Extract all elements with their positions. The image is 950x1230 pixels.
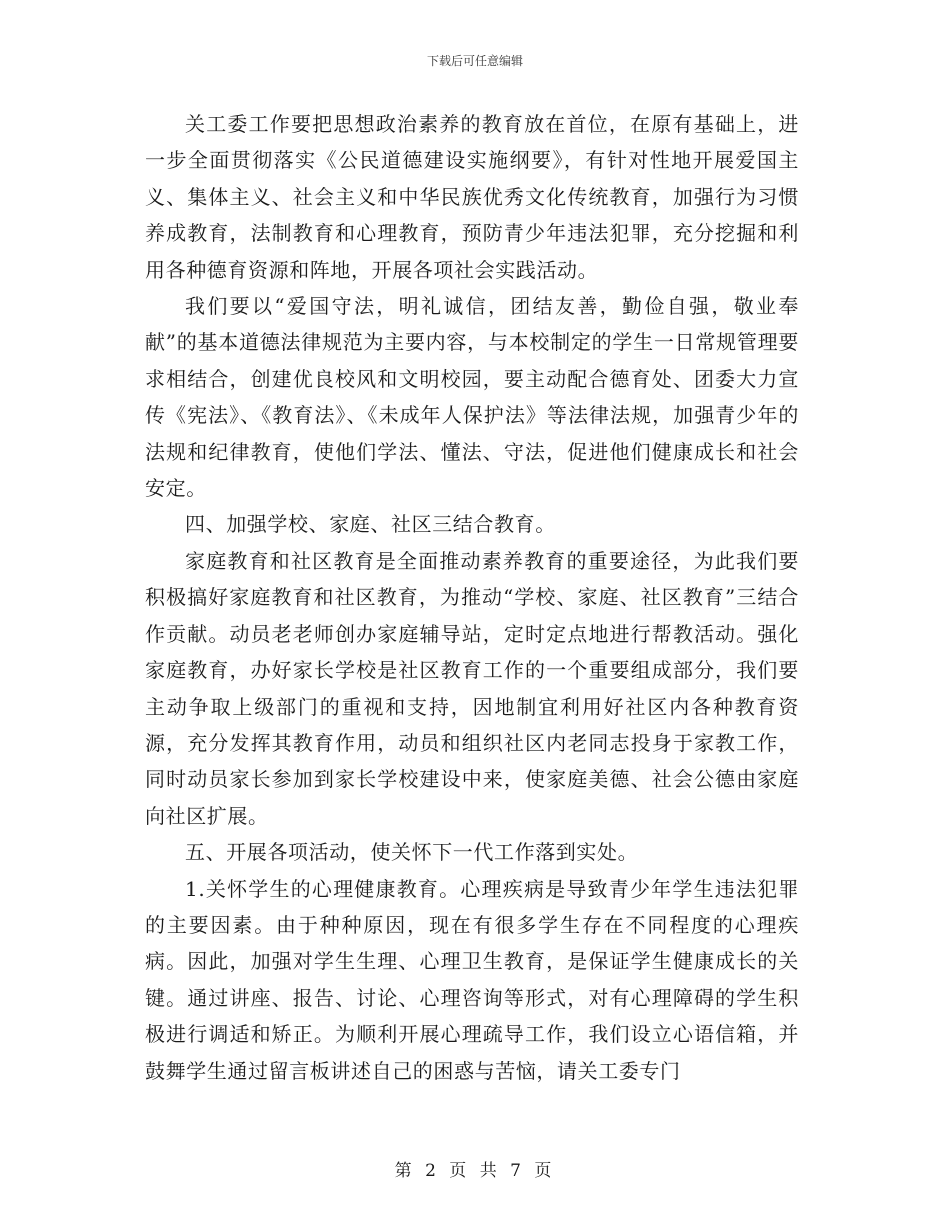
- paragraph-1: 关工委工作要把思想政治素养的教育放在首位，在原有基础上，进一步全面贯彻落实《公民道德建设实施纲要》，有针对性地开展爱国主义、集体主义、社会主义和中华民族优秀文化传统教育，加强行为习惯养成教育，法制教育和心理教育，预防青少年违法犯罪，充分挖掘和利用各种德育资源和阵地，开展各项社会实践活动。: [145, 112, 799, 282]
- page-number-footer: 第 2 页 共 7 页: [394, 1161, 556, 1181]
- paragraph-3: 家庭教育和社区教育是全面推动素养教育的重要途径，为此我们要积极搞好家庭教育和社区教育，为推动“学校、家庭、社区教育”三结合作贡献。动员老老师创办家庭辅导站，定时定点地进行帮教活动。强化家庭教育，办好家长学校是社区教育工作的一个重要组成部分，我们要主动争取上级部门的重视和支持，因地制宜利用好社区内各种教育资源，充分发挥其教育作用，动员和组织社区内老同志投身于家教工作，同时动员家长参加到家长学校建设中来，使家庭美德、社会公德由家庭向社区扩展。: [145, 548, 799, 828]
- paragraph-4: 1.关怀学生的心理健康教育。心理疾病是导致青少年学生违法犯罪的主要因素。由于种种原因，现在有很多学生存在不同程度的心理疾病。因此，加强对学生生理、心理卫生教育，是保证学生健康成长的关键。通过讲座、报告、讨论、心理咨询等形式，对有心理障碍的学生积极进行调适和矫正。为顺利开展心理疏导工作，我们设立心语信箱，并鼓舞学生通过留言板讲述自己的困惑与苦恼，请关工委专门: [145, 876, 799, 1083]
- page-header: 下载后可任意编辑: [426, 54, 523, 68]
- section-heading-5: 五、开展各项活动，使关怀下一代工作落到实处。: [185, 840, 639, 865]
- document-body: [145, 106, 799, 1089]
- section-heading-4: 四、加强学校、家庭、社区三结合教育。: [185, 512, 556, 537]
- paragraph-2: 我们要以“爱国守法，明礼诚信，团结友善，勤俭自强，敬业奉献”的基本道德法律规范为主要内容，与本校制定的学生一日常规管理要求相结合，创建优良校风和文明校园，要主动配合德育处、团委大力宣传《宪法》、《教育法》、《未成年人保护法》等法律法规，加强青少年的法规和纪律教育，使他们学法、懂法、守法，促进他们健康成长和社会安定。: [145, 294, 799, 501]
